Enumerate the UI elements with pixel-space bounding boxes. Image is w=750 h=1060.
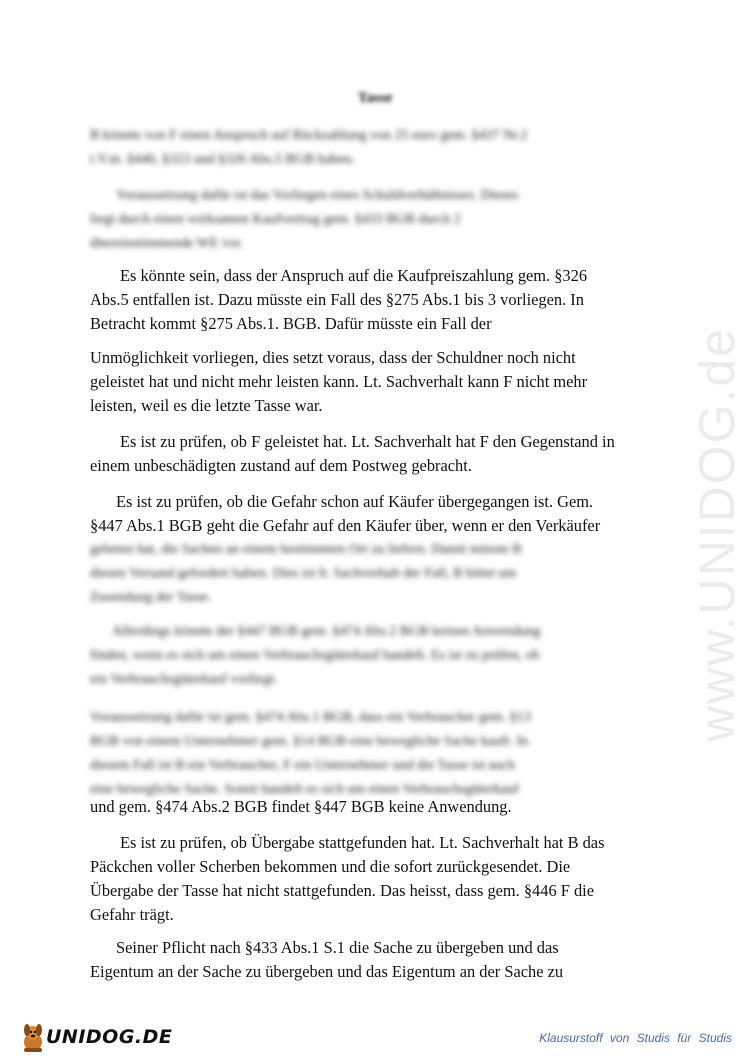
text-line: Betracht kommt §275 Abs.1. BGB. Dafür müsste ein Fall der	[90, 314, 492, 333]
text-line: Allerdings könnte der §447 BGB gem. §474 Abs.2 BGB keinen Anwendung	[112, 624, 541, 639]
paragraph-handover	[90, 831, 660, 927]
text-line: Es ist zu prüfen, ob die Gefahr schon auf Käufer übergegangen ist. Gem.	[116, 492, 594, 511]
text-line: Übergabe der Tasse hat nicht stattgefunden. Das heisst, dass gem. §446 F die	[90, 881, 594, 900]
text-line: Es könnte sein, dass der Anspruch auf die Kaufpreiszahlung gem. §326	[120, 266, 588, 285]
paragraph-purchase-price	[90, 264, 660, 336]
text-line: Voraussetzung dafür ist das Vorliegen eines Schuldverhältnisses. Dieses	[116, 188, 519, 203]
text-line: eine bewegliche Sache. Somit handelt es sich um einen Verbrauchsgüterkauf	[90, 782, 519, 797]
text-line: Gefahr trägt.	[90, 905, 174, 924]
paragraph-impossibility	[90, 346, 660, 418]
text-line: Es ist zu prüfen, ob F geleistet hat. Lt. Sachverhalt hat F den Gegenstand in	[120, 432, 615, 451]
text-line: Unmöglichkeit vorliegen, dies setzt voraus, dass der Schuldner noch nicht	[90, 348, 576, 367]
paragraph-consumer-definition	[90, 706, 660, 802]
text-line: Seiner Pflicht nach §433 Abs.1 S.1 die Sache zu übergeben und das	[116, 938, 559, 957]
paragraph-prerequisite	[90, 184, 660, 256]
text-line: Abs.5 entfallen ist. Dazu müsste ein Fall des §275 Abs.1 bis 3 vorliegen. In	[90, 290, 584, 309]
text-line: Zusendung der Tasse.	[90, 590, 212, 605]
unidog-logo[interactable]	[20, 1022, 173, 1056]
text-line: Eigentum an der Sache zu übergeben und das Eigentum an der Sache zu	[90, 962, 564, 981]
paragraph-risk-transfer	[90, 490, 660, 538]
text-line: leisten, weil es die letzte Tasse war.	[90, 396, 323, 415]
text-line: i.V.m. §440, §323 und §326 Abs.5 BGB haben.	[90, 152, 355, 167]
text-line: BGB von einem Unternehmer gem. §14 BGB eine bewegliche Sache kauft. In	[90, 734, 529, 749]
text-line: B könnte von F einen Anspruch auf Rückzahlung von 25 euro gem. §437 Nr.2	[90, 128, 528, 143]
text-line: §447 Abs.1 BGB geht die Gefahr auf den Käufer über, wenn er den Verkäufer	[90, 516, 601, 535]
text-line: gebeten hat, die Sachen an einem bestimmten Ort zu liefern. Damit müsste B	[90, 542, 522, 557]
paragraph-obligation	[90, 936, 660, 984]
text-line: liegt durch einen wirksamen Kaufvertrag gem. §433 BGB durch 2	[90, 212, 461, 227]
paragraph-consumer-goods	[90, 620, 660, 692]
text-line: Päckchen voller Scherben bekommen und die sofort zurückgesendet. Die	[90, 857, 571, 876]
text-line: finden, wenn es sich um einen Verbrauchsgüterkauf handelt. Es ist zu prüfen, ob	[90, 648, 540, 663]
text-line: geleistet hat und nicht mehr leisten kann. Lt. Sachverhalt kann F nicht mehr	[90, 372, 588, 391]
text-line: übereinstimmende WE vor.	[90, 236, 244, 251]
paragraph-performance	[90, 430, 660, 478]
footer-tagline: Klausurstoff von Studis für Studis	[539, 1031, 732, 1045]
text-line: diesen Versand gefordert haben. Dies ist lt. Sachverhalt der Fall, B bittet um	[90, 566, 517, 581]
text-line: ein Verbrauchsgüterkauf vorliegt.	[90, 672, 278, 687]
text-line: Voraussetzung dafür ist gem. §474 Abs.1 BGB, dass ein Verbraucher gem. §13	[90, 710, 531, 725]
text-line: Es ist zu prüfen, ob Übergabe stattgefunden hat. Lt. Sachverhalt hat B das	[120, 833, 605, 852]
text-line: einem unbeschädigten zustand auf dem Postweg gebracht.	[90, 456, 472, 475]
dog-icon	[20, 1022, 46, 1054]
paragraph-claim	[90, 124, 660, 172]
document-title: Tasse	[357, 90, 393, 106]
text-line: diesem Fall ist B ein Verbraucher, F ein Unternehmer und die Tasse ist auch	[90, 758, 515, 773]
logo-text: UNIDOG.DE	[46, 1026, 173, 1048]
watermark: www.UNIDOG.de	[689, 327, 745, 742]
paragraph-shipping	[90, 538, 660, 610]
paragraph-no-application	[90, 795, 660, 819]
text-line: und gem. §474 Abs.2 BGB findet §447 BGB keine Anwendung.	[90, 797, 512, 816]
